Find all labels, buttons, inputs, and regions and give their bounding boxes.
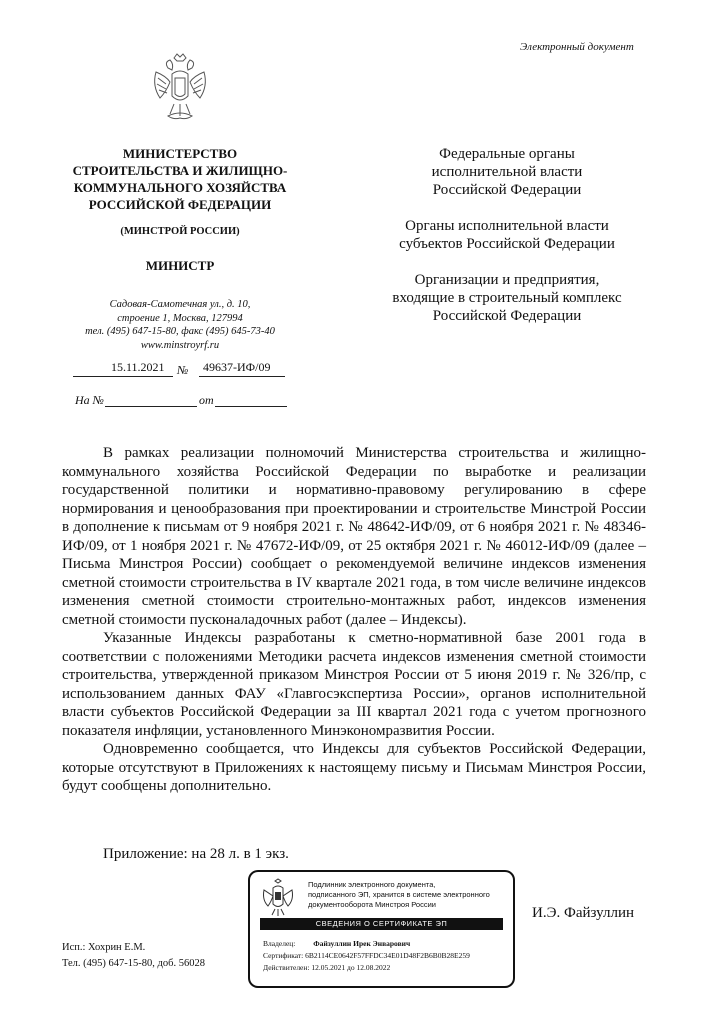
number-underline xyxy=(199,376,285,377)
owner-label: Владелец: xyxy=(263,939,296,948)
certificate-info-bar: СВЕДЕНИЯ О СЕРТИФИКАТЕ ЭП xyxy=(260,918,503,930)
recipient-line: входящие в строительный комплекс xyxy=(392,290,622,306)
reply-date-blank xyxy=(215,406,287,407)
recipient-line: Российской Федерации xyxy=(432,182,582,198)
recipient-line: Российской Федерации xyxy=(432,308,582,324)
ministry-short-name: (МИНСТРОЙ РОССИИ) xyxy=(120,226,240,237)
recipient-line: Органы исполнительной власти xyxy=(405,218,609,234)
sender-head-title: МИНИСТР xyxy=(145,258,215,273)
ministry-name-line: РОССИЙСКОЙ ФЕДЕРАЦИИ xyxy=(88,197,272,212)
date-underline xyxy=(73,376,173,377)
certificate-details xyxy=(263,938,513,974)
recipient-line: исполнительной власти xyxy=(431,164,583,180)
ministry-name-line: КОММУНАЛЬНОГО ХОЗЯЙСТВА xyxy=(73,180,287,195)
cert-value: 6B2114CE0642F57FFDC34E01D48F2B6B0B28E259 xyxy=(305,951,470,960)
address-line: Садовая-Самотечная ул., д. 10, xyxy=(109,299,251,310)
reply-from-label: от xyxy=(199,393,214,407)
body-paragraph: Одновременно сообщается, что Индексы для субъектов Российской Федерации, которые отсутствуют в Приложениях к настоящему письму и Письмам Минстроя России, будут сообщены дополнительно. xyxy=(62,741,646,794)
recipient-line: субъектов Российской Федерации xyxy=(399,236,615,252)
valid-value: 12.05.2021 до 12.08.2022 xyxy=(311,963,391,972)
attachment-note: Приложение: на 28 л. в 1 экз. xyxy=(103,846,289,862)
executor-info xyxy=(62,940,205,972)
coat-of-arms-emblem xyxy=(150,52,210,124)
stamp-caption-line: Подлинник электронного документа, xyxy=(308,880,436,889)
certificate-validity-row xyxy=(263,962,513,974)
stamp-caption xyxy=(308,880,508,910)
address-line: тел. (495) 647-15-80, факс (495) 645-73-40 xyxy=(85,326,275,337)
ministry-name xyxy=(55,145,305,213)
body-paragraph: В рамках реализации полномочий Министерства строительства и жилищно-коммунального хозяйства Российской Федерации по выработке и реализации государственной политики и нормативно-правовому регулированию в сфере нормирования и ценообразования при проектировании и строительстве Минстрой России в дополнение к письмам от 9 ноября 2021 г. № 48642-ИФ/09, от 6 ноября 2021 г. № 48346-ИФ/09, от 1 ноября 2021 г. № 47672-ИФ/09, от 25 октября 2021 г. № 46012-ИФ/09 (далее – Письма Минстроя России) сообщает о рекомендуемой величине индексов изменения сметной стоимости строительства в IV квартале 2021 года, в том числе величине индексов изменения сметной стоимости строительно-монтажных работ, индексов изменения сметной стоимости пусконаладочных работ (далее – Индексы). xyxy=(62,445,646,628)
registration-date: 15.11.2021 xyxy=(111,360,165,374)
number-sign: № xyxy=(177,363,189,377)
reply-number-blank xyxy=(105,406,197,407)
valid-label: Действителен: xyxy=(263,963,310,972)
reply-reference-line xyxy=(75,393,287,411)
recipient-line: Федеральные органы xyxy=(439,146,575,162)
stamp-caption-line: подписанного ЭП, хранится в системе электронного xyxy=(308,890,490,899)
emblem-icon xyxy=(261,878,295,918)
letter-body xyxy=(62,444,646,796)
e-signature-stamp xyxy=(248,870,515,988)
registration-line xyxy=(73,360,285,380)
executor-phone: Тел. (495) 647-15-80, доб. 56028 xyxy=(62,958,205,969)
owner-name: Файзуллин Ирек Энварович xyxy=(313,939,411,948)
sender-address xyxy=(55,298,305,352)
ministry-name-line: СТРОИТЕЛЬСТВА И ЖИЛИЩНО- xyxy=(72,163,288,178)
executor-name: Исп.: Хохрин Е.М. xyxy=(62,942,146,953)
stamp-caption-line: документооборота Минстроя России xyxy=(308,900,436,909)
recipient-line: Организации и предприятия, xyxy=(414,272,600,288)
certificate-id-row xyxy=(263,950,513,962)
reply-number-label: На № xyxy=(75,393,104,407)
cert-label: Сертификат: xyxy=(263,951,304,960)
ministry-name-line: МИНИСТЕРСТВО xyxy=(122,146,238,161)
recipients-block xyxy=(358,145,656,343)
website-link[interactable]: www.minstroyrf.ru xyxy=(140,339,220,351)
signer-name: И.Э. Файзуллин xyxy=(532,905,634,921)
address-line: строение 1, Москва, 127994 xyxy=(117,312,243,324)
electronic-document-tag: Электронный документ xyxy=(520,41,634,53)
recipient-group xyxy=(358,271,656,325)
recipient-group xyxy=(358,145,656,199)
recipient-group xyxy=(358,217,656,253)
registration-number: 49637-ИФ/09 xyxy=(203,360,271,374)
certificate-owner-row xyxy=(263,938,513,950)
body-paragraph: Указанные Индексы разработаны к сметно-нормативной базе 2001 года в соответствии с положениями Методики расчета индексов изменения сметной стоимости строительства, утвержденной приказом Минстроя России от 5 июня 2019 г. № 326/пр, с использованием данных ФАУ «Главгосэкспертиза России», органов исполнительной власти субъектов Российской Федерации за III квартал 2021 года с учетом прогнозного показателя инфляции, установленного Минэкономразвития России. xyxy=(62,630,646,739)
